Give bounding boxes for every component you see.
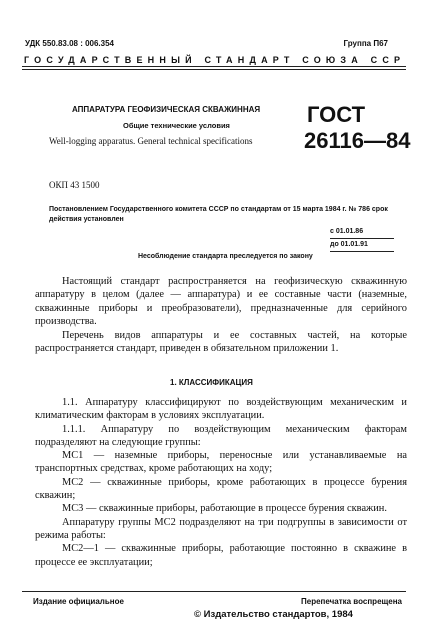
udk-code: УДК 550.83.08 : 006.354	[25, 39, 114, 48]
intro-text: Перечень видов аппаратуры и ее составных частей, на которые распространяется стандарт, приведен в обязательном приложении 1.	[35, 330, 407, 355]
group-code: Группа П67	[343, 39, 388, 48]
okp-code: ОКП 43 1500	[49, 180, 100, 190]
gost-number: 26116—84	[304, 128, 411, 153]
clause: МС3 — скважинные приборы, работающие в процессе бурения скважин.	[62, 503, 387, 515]
intro-paragraph-2	[35, 329, 407, 356]
clause: Аппаратуру группы МС2 подразделяют на три подгруппы в зависимости от режима работы:	[35, 516, 407, 541]
clause: 1.1. Аппаратуру классифицируют по воздействующим механическим и климатическим факторам в условиях эксплуатации.	[35, 397, 407, 422]
legal-notice: Несоблюдение стандарта преследуется по закону	[138, 253, 313, 260]
clause: МС2 — скважинные приборы, кроме работающих в процессе бурения скважин;	[35, 476, 407, 502]
section-heading: 1. КЛАССИФИКАЦИЯ	[170, 378, 253, 387]
header-rule-top	[22, 66, 406, 67]
official-edition: Издание официальное	[33, 597, 124, 606]
header-rule-bottom	[22, 69, 406, 70]
document-subtitle: Общие технические условия	[123, 121, 230, 130]
clause: 1.1.1. Аппаратуру по воздействующим механическим факторам подразделяют на следующие группы:	[35, 423, 407, 448]
decree-text: Постановлением Государственного комитета СССР по стандартам от 15 марта 1984 г. № 786 срок действия установлен	[49, 206, 388, 223]
clause: МС1 — наземные приборы, переносные или устанавливаемые на транспортных средствах, кроме работающих на ходу;	[35, 450, 407, 475]
reprint-notice: Перепечатка воспрещена	[301, 597, 402, 606]
document-title-english: Well-logging apparatus. General technical specifications	[49, 136, 253, 146]
clause: МС2—1 — скважинные приборы, работающие постоянно в скважине в процессе ее эксплуатации;	[35, 543, 407, 568]
intro-paragraph-1	[35, 275, 407, 328]
validity-dates	[330, 227, 394, 253]
gost-label: ГОСТ	[307, 102, 366, 127]
copyright: © Издательство стандартов, 1984	[194, 609, 353, 620]
standard-banner: ГОСУДАРСТВЕННЫЙ СТАНДАРТ СОЮЗА ССР	[24, 55, 406, 65]
document-title: АППАРАТУРА ГЕОФИЗИЧЕСКАЯ СКВАЖИННАЯ	[72, 105, 261, 114]
clauses-block	[35, 396, 407, 569]
footer-rule	[22, 591, 406, 592]
valid-to: до 01.01.91	[330, 240, 394, 252]
intro-text: Настоящий стандарт распространяется на геофизическую скважинную аппаратуру в целом (далее — аппаратура) и ее составные части (наземные, скважинные приборы и преобразователи), предназначенные для серийного производства.	[35, 276, 407, 327]
valid-from: с 01.01.86	[330, 227, 394, 239]
